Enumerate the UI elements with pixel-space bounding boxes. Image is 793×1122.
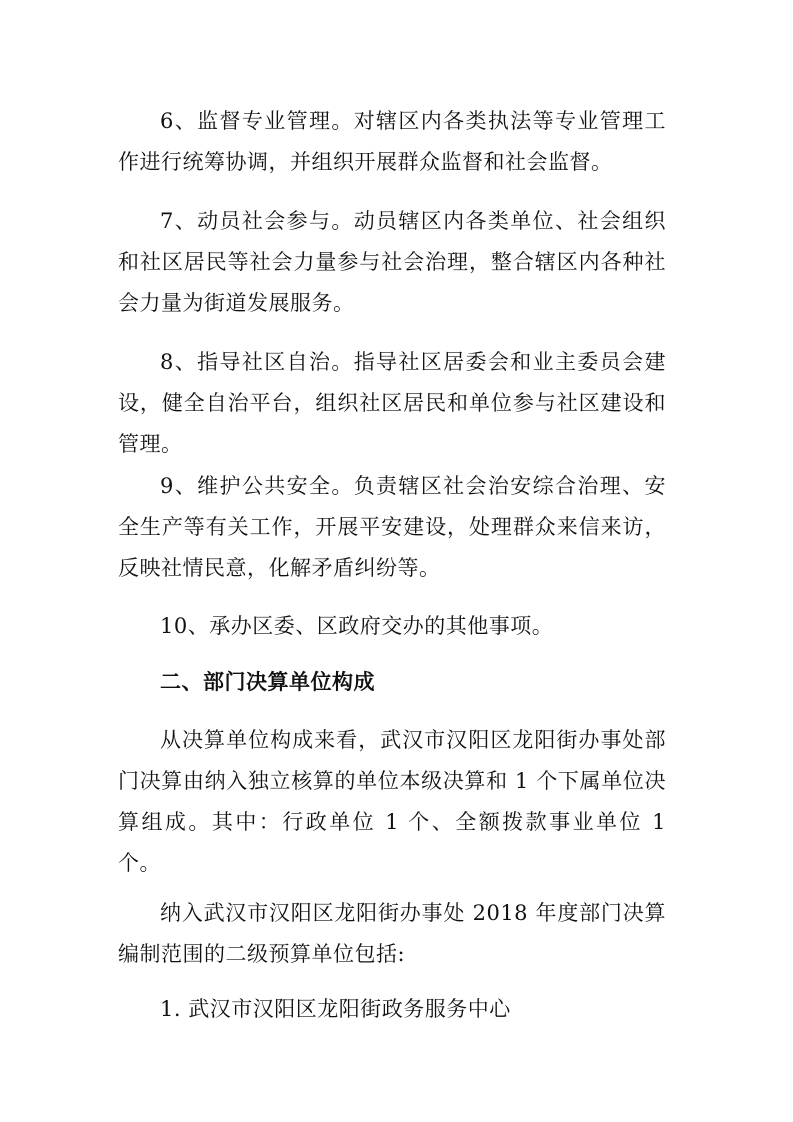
paragraph-scope: 纳入武汉市汉阳区龙阳街办事处 2018 年度部门决算编制范围的二级预算单位包括: [118,901,666,966]
paragraph-unit-composition: 从决算单位构成来看，武汉市汉阳区龙阳街办事处部门决算由纳入独立核算的单位本级决算和 1 个下属单位决算组成。其中：行政单位 1 个、全额拨款事业单位 1 个。 [118,728,666,875]
paragraph-duty-7: 7、动员社会参与。动员辖区内各类单位、社会组织和社区居民等社会力量参与社会治理，整合辖区内各种社会力量为街道发展服务。 [118,209,666,315]
paragraph-duty-6: 6、监督专业管理。对辖区内各类执法等专业管理工作进行统筹协调，并组织开展群众监督和社会监督。 [118,109,666,174]
paragraph-duty-8: 8、指导社区自治。指导社区居委会和业主委员会建设，健全自治平台，组织社区居民和单位参与社区建设和管理。 [118,350,666,456]
paragraph-duty-9: 9、维护公共安全。负责辖区社会治安综合治理、安全生产等有关工作，开展平安建设，处理群众来信来访，反映社情民意，化解矛盾纠纷等。 [118,474,666,580]
list-item-unit-1: 1. 武汉市汉阳区龙阳街政务服务中心 [160,997,511,1021]
paragraph-duty-10: 10、承办区委、区政府交办的其他事项。 [160,614,554,638]
section-heading: 二、部门决算单位构成 [160,670,375,694]
